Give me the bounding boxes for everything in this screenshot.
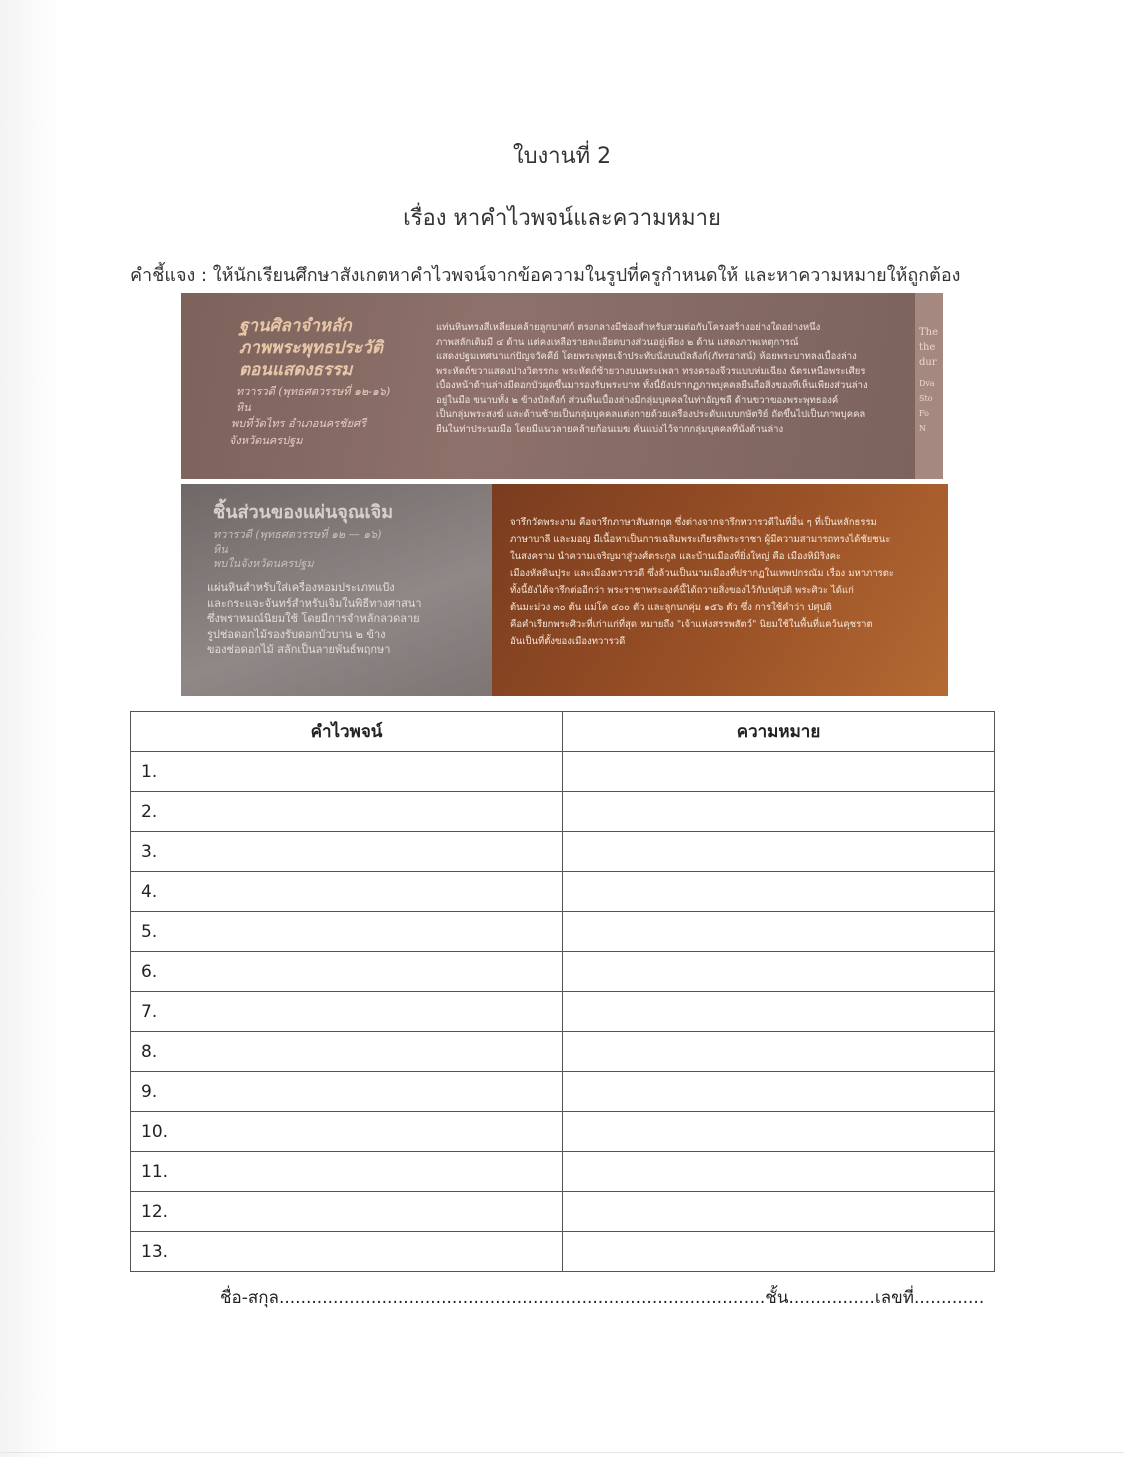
photo-1-body-line: ยืนในท่าประนมมือ โดยมีแนวลายคล้ายก้อนเมฆ คั่นแบ่งไว้จากกลุ่มบุคคลที่นั่งด้านล่าง (436, 423, 784, 435)
row-number[interactable]: 10. (131, 1112, 563, 1152)
photo-1-meta-line: พบที่วัดไทร อำเภอนครชัยศรี (231, 417, 366, 430)
table-row (131, 792, 995, 832)
english-fragment-line: N (919, 424, 926, 433)
photo-3-body-line: ในสงคราม นำความเจริญมาสู่วงศ์ตระกูล และบ้านเมืองที่ยิ่งใหญ่ คือ เมืองหิมิริงคะ (510, 551, 842, 562)
photo-2-body-line: ของช่อดอกไม้ สลักเป็นลายพันธ์พฤกษา (207, 643, 391, 656)
table-row (131, 1072, 995, 1112)
english-fragment-line: The (919, 327, 939, 338)
table-header-row (131, 712, 995, 752)
meaning-cell[interactable] (563, 1192, 995, 1232)
photo-2-heading: ชิ้นส่วนของแผ่นจุณเจิม (213, 502, 394, 523)
row-number[interactable]: 6. (131, 952, 563, 992)
photo-1-body-line: แสดงปฐมเทศนาแก่ปัญจวัคคีย์ โดยพระพุทธเจ้าประทับนั่งบนบัลลังก์(ภัทรอาสน์) ห้อยพระบาทลงเบื้องล่าง (436, 351, 857, 362)
meaning-cell[interactable] (563, 832, 995, 872)
header-synonym: คำไวพจน์ (131, 712, 563, 752)
photo-3-body-line: เมืองหัสดินปุระ และเมืองทวารวดี ซึ่งล้วนเป็นนามเมืองที่ปรากฏในเทพปกรณัม เรื่อง มหาภารตะ (510, 568, 895, 579)
museum-label-photo-2 (181, 484, 493, 696)
worksheet-subject: เรื่อง หาคำไวพจน์และความหมาย (403, 206, 721, 231)
photo-1-meta-line: ทวารวดี (พุทธศตวรรษที่ ๑๒-๑๖) (236, 385, 391, 398)
photo-1-body-line: ภาพสลักเดิมมี ๔ ด้าน แต่คงเหลือรายละเอียดบางส่วนอยู่เพียง ๒ ด้าน แสดงภาพเหตุการณ์ (436, 336, 799, 348)
photo-3-body-line: ภาษาบาลี และมอญ มีเนื้อหาเป็นการเฉลิมพระเกียรติพระราชา ผู้มีความสามารถทรงได้ชัยชนะ (510, 534, 891, 545)
photo-1-body-line: อยู่ในมือ ขนาบทั้ง ๒ ข้างบัลลังก์ ส่วนพื้นเบื้องล่างมีกลุ่มบุคคลในท่าอัญชลี ด้านขวาของพระพุทธองค์ (436, 394, 839, 406)
photo-3-body-line: ต้นมะม่วง ๓๐ ต้น แม่โค ๔๐๐ ตัว และลูกนกคุ่ม ๑๕๖ ตัว ซึ่ง การใช้คำว่า ปศุปติ (510, 602, 832, 613)
meaning-cell[interactable] (563, 1032, 995, 1072)
english-fragment-line: Fo (919, 409, 929, 418)
photo-2-body-line: ซึ่งพราหมณ์นิยมใช้ โดยมีการจำหลักลวดลาย (207, 612, 420, 625)
photo-3-body-line: อันเป็นที่ตั้งของเมืองทวารวดี (510, 636, 626, 647)
meaning-cell[interactable] (563, 752, 995, 792)
photo-1-english-fragment (919, 325, 938, 436)
museum-label-photo-3 (492, 484, 948, 696)
table-row (131, 1152, 995, 1192)
worksheet-instruction: คำชี้แจง : ให้นักเรียนศึกษาสังเกตหาคำไวพจน์จากข้อความในรูปที่ครูกำหนดให้ และหาความหมายให้ถูกต้อง (130, 265, 961, 286)
table-row (131, 752, 995, 792)
table-row (131, 1232, 995, 1272)
photo-2-body-line: รูปช่อดอกไม้รองรับดอกบัวบาน ๒ ข้าง (207, 627, 386, 641)
photo-1-body-line: แท่นหินทรงสี่เหลี่ยมคล้ายลูกบาศก์ ตรงกลางมีช่องสำหรับสวมต่อกับโครงสร้างอย่างใดอย่างหนึ่ง (436, 322, 821, 333)
row-number[interactable]: 12. (131, 1192, 563, 1232)
row-number[interactable]: 13. (131, 1232, 563, 1272)
english-fragment-line: Dva (919, 379, 935, 388)
table-row (131, 832, 995, 872)
worksheet-title: ใบงานที่ 2 (512, 144, 612, 169)
student-info-line[interactable]: ชื่อ-สกุล..........................................................................................ชั้น................เลขที่............. (220, 1288, 985, 1308)
photo-2-meta-line: หิน (213, 543, 228, 556)
row-number[interactable]: 9. (131, 1072, 563, 1112)
meaning-cell[interactable] (563, 1072, 995, 1112)
english-fragment-line: the (919, 342, 936, 353)
photo-3-body-line: จารึกวัดพระงาม คือจารึกภาษาสันสกฤต ซึ่งต่างจากจารึกทวารวดีในที่อื่น ๆ ที่เป็นหลักธรรม (510, 517, 877, 528)
table-row (131, 912, 995, 952)
photo-2-meta-line: ทวารวดี (พุทธศตวรรษที่ ๑๒ — ๑๖) (213, 528, 382, 541)
table-row (131, 1112, 995, 1152)
meaning-cell[interactable] (563, 1232, 995, 1272)
meaning-cell[interactable] (563, 872, 995, 912)
meaning-cell[interactable] (563, 912, 995, 952)
photo-3-body-text (510, 514, 940, 650)
table-row (131, 1032, 995, 1072)
row-number[interactable]: 1. (131, 752, 563, 792)
table-row (131, 1192, 995, 1232)
english-fragment-line: dur (919, 357, 937, 368)
museum-label-photo-1 (181, 293, 943, 479)
photo-1-meta-line: หิน (236, 401, 251, 414)
row-number[interactable]: 4. (131, 872, 563, 912)
row-number[interactable]: 8. (131, 1032, 563, 1072)
row-number[interactable]: 5. (131, 912, 563, 952)
row-number[interactable]: 11. (131, 1152, 563, 1192)
photo-1-body-text (436, 321, 916, 437)
photo-3-body-line: ทั้งนี้ยังได้จารึกต่ออีกว่า พระราชาพระองค์นี้ได้ถวายสิ่งของไว้กับปศุปติ พระศิวะ ได้แก่ (510, 585, 854, 596)
header-meaning: ความหมาย (563, 712, 995, 752)
meaning-cell[interactable] (563, 992, 995, 1032)
table-row (131, 872, 995, 912)
answer-table (130, 711, 995, 1272)
table-row (131, 952, 995, 992)
row-number[interactable]: 7. (131, 992, 563, 1032)
row-number[interactable]: 2. (131, 792, 563, 832)
page-bottom-divider (0, 1452, 1124, 1453)
table-row (131, 992, 995, 1032)
photo-1-meta-line: จังหวัดนครปฐม (229, 434, 303, 447)
meaning-cell[interactable] (563, 1112, 995, 1152)
english-fragment-line: Sto (919, 394, 933, 403)
meaning-cell[interactable] (563, 792, 995, 832)
photo-1-heading-line: ฐานศิลาจำหลัก (239, 316, 352, 336)
photo-2-body-line: และกระแจะจันทร์สำหรับเจิมในพิธีทางศาสนา (207, 596, 422, 610)
photo-1-body-line: เป็นกลุ่มพระสงฆ์ และด้านซ้ายเป็นกลุ่มบุคคลแต่งกายด้วยเครื่องประดับแบบกษัตริย์ ถัดขึ้นไปเป็นภาพบุคคล (436, 409, 866, 420)
meaning-cell[interactable] (563, 1152, 995, 1192)
photo-1-body-line: พระหัตถ์ขวาแสดงปางวิตรรกะ พระหัตถ์ซ้ายวางบนพระเพลา ทรงครองจีวรแบบห่มเฉียง ฉัตรเหนือพระเศียร (436, 365, 866, 377)
photo-1-heading-line: ภาพพระพุทธประวัติ (239, 338, 383, 358)
photo-2-body-text (207, 580, 487, 658)
photo-1-heading-line: ตอนแสดงธรรม (239, 360, 353, 380)
photo-3-body-line: คือคำเรียกพระศิวะที่เก่าแก่ที่สุด หมายถึง "เจ้าแห่งสรรพสัตว์" นิยมใช้ในพื้นที่แคว้นคุชราต (510, 619, 873, 630)
photo-1-body-line: เบื้องหน้าด้านล่างมีดอกบัวผุดขึ้นมารองรับพระบาท ทั้งนี้ยังปรากฏภาพบุคคลยืนถือสิ่งของที่เห็นเพียงส่วนล่าง (436, 380, 868, 391)
photo-2-body-line: แผ่นหินสำหรับใส่เครื่องหอมประเภทแป้ง (207, 581, 395, 594)
row-number[interactable]: 3. (131, 832, 563, 872)
photo-2-meta-line: พบในจังหวัดนครปฐม (213, 557, 314, 570)
meaning-cell[interactable] (563, 952, 995, 992)
